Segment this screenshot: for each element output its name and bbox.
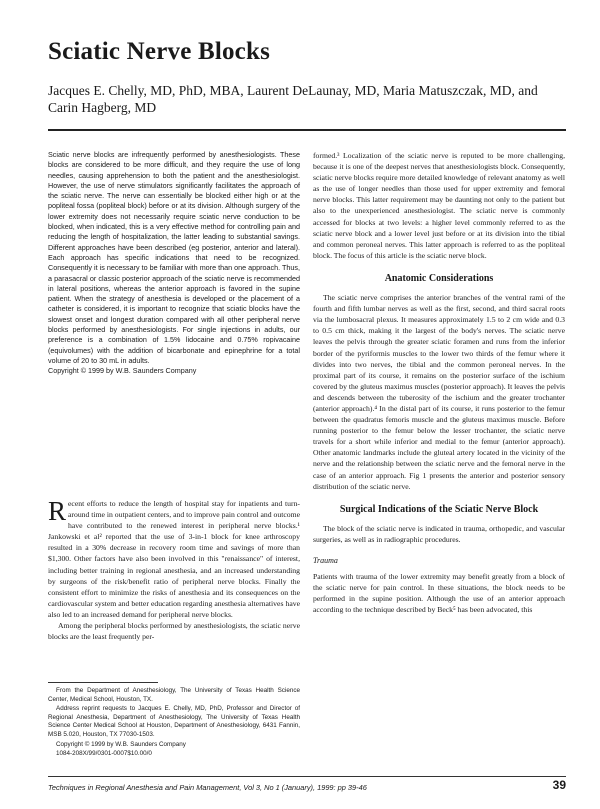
footnotes bbox=[48, 687, 300, 760]
abstract-copyright: Copyright © 1999 by W.B. Saunders Company bbox=[48, 366, 197, 376]
surgical-paragraph: The block of the sciatic nerve is indicated in trauma, orthopedic, and vascular surgeries, as well as in radiographic procedures. bbox=[313, 523, 565, 544]
continued-paragraph: formed.³ Localization of the sciatic nerve is reputed to be more challenging, because it is one of the deepest nerves that anesthesiologists block. Consequently, sciatic nerve blocks require more detailed knowledge of relevant anatomy as well as the use of longer needles than those used for upper extremity and femoral nerve blocks. This latter requirement may be daunting not only to the patient but also to the unexperienced anesthesiologist. The sciatic nerve is commonly accessed for blocks at two levels: a higher level commonly referred to as the sciatic nerve block and a lower level just before or at its division into the tibial and common peroneal nerves. This latter approach is referred to as the popliteal block. The focus of this article is the sciatic nerve block. bbox=[313, 151, 565, 260]
anatomy-paragraph: The sciatic nerve comprises the anterior branches of the ventral rami of the fourth and fifth lumbar nerves as well as the first, second, and third sacral roots via the lumbosacral plexus. It measures approximately 1.5 to 2 cm wide and 0.3 to 0.5 cm thick, making it the largest of the body's nerves. The sciatic nerve leaves the pelvis through the greater sciatic foramen and runs from the inferior border of the pyriformis muscles to the lower two thirds of the femur where it divides into two nerves, the tibial and the common peroneal nerves. In the proximal part of its course, it remains on the posterior surface of the ischium covered by the gluteus maximus muscles (posterior approach). It leaves the pelvis and descends between the tuberosity of the ischium and the greater trochanter (anterior approach).⁴ In the distal part of its course, it runs posterior to the femur between the quadratus femoris muscle and the gluteus maximus muscle. Before running posterior to the femur below the lesser trochanter, the sciatic nerve travels for a short while inferior and medial to the femur (anterior approach). Other anatomic landmarks include the gluteal artery located in the vicinity of the nerve and the relationship between the sciatic nerve and the femoral nerve in the case of an anterior approach. Fig 1 presents the anterior and posterior sensory distribution of the sciatic nerve. bbox=[313, 293, 565, 491]
footnote-reprints: Address reprint requests to Jacques E. Chelly, MD, PhD, Professor and Director of Regional Anesthesia, Department of Anesthesiology, The University of Texas Health Science Center Medical School at Houston, Department of Anesthesiology, 6431 Fannin, MSB 5.020, Houston, TX 77030-1503. bbox=[48, 705, 300, 738]
article-title: Sciatic Nerve Blocks bbox=[48, 38, 271, 65]
left-column bbox=[48, 150, 300, 642]
footnote-issn: 1084-208X/99/0301-0007$10.00/0 bbox=[56, 750, 152, 758]
header-divider bbox=[48, 129, 566, 131]
heading-surgical-indications: Surgical Indications of the Sciatic Nerve Block bbox=[339, 503, 539, 515]
right-body bbox=[313, 150, 565, 615]
footnote-divider bbox=[48, 682, 158, 683]
subheading-trauma: Trauma bbox=[313, 556, 338, 565]
introduction bbox=[48, 498, 300, 642]
trauma-paragraph: Patients with trauma of the lower extremity may benefit greatly from a block of the sciatic nerve for pain control. In these situations, the block needs to be performed in the supine position. Although the use of an anterior approach according to the technique described by Beck⁵ has been advocated, this bbox=[313, 572, 565, 615]
heading-anatomic-considerations: Anatomic Considerations bbox=[384, 272, 494, 284]
footnote-affiliation: From the Department of Anesthesiology, The University of Texas Health Science Center, Medical School, Houston, TX. bbox=[48, 687, 300, 703]
author-list: Jacques E. Chelly, MD, PhD, MBA, Laurent DeLaunay, MD, Maria Matuszczak, MD, and Carin Hagberg, MD bbox=[48, 83, 538, 115]
abstract bbox=[48, 150, 300, 486]
intro-paragraph-1 bbox=[48, 498, 300, 620]
page-number: 39 bbox=[552, 778, 566, 792]
footnote-copyright: Copyright © 1999 by W.B. Saunders Company bbox=[56, 740, 186, 748]
intro-paragraph-2: Among the peripheral blocks performed by anesthesiologists, the sciatic nerve blocks are the least frequently per- bbox=[48, 621, 300, 642]
drop-cap: R bbox=[48, 496, 67, 526]
journal-citation: Techniques in Regional Anesthesia and Pain Management, Vol 3, No 1 (January), 1999: pp 39-46 bbox=[48, 783, 367, 792]
right-column bbox=[313, 150, 565, 615]
intro-paragraph-1-text: ecent efforts to reduce the length of hospital stay for inpatients and turn-around time in outpatient centers, and to improve pain control and outcome have contributed to the renewed interest in peripheral nerve blocks.¹ Jankowski et al² reported that the use of 3-in-1 block for knee arthroscopy resulted in a 30% decrease in recovery room time and savings of more than $1,300. Other factors have also been involved in this "renaissance" of interest, including better training in regional anesthesia, and an increased understanding by surgeons of the risk/benefit ratio of peripheral nerve blocks. Finally the consistent effort to minimize the risks of anesthesia and its consequences on the cardiovascular system and better education regarding anesthesia alternatives have also led to an increased demand for peripheral nerve blocks. bbox=[48, 499, 300, 619]
footer-divider bbox=[48, 776, 566, 777]
abstract-text: Sciatic nerve blocks are infrequently performed by anesthesiologists. These blocks are considered to be more difficult, and they require the use of long needles, causing apprehension to both the patient and the anesthesiologist. However, the use of nerve stimulators significantly facilitates the approach of the sciatic nerve. The nerve can essentially be blocked either high or at the popliteal fossa (popliteal block) before or at its division. Although surgery of the lower extremity does not necessarily require sciatic nerve conduction to be blocked, when indicated, this is a very effective method for controlling pain and reducing the length of hospitalization, the latter leading to substantial savings. Different approaches have been described (eg posterior, anterior and lateral). Each approach has specific indications that need to be recognized. Consequently it is necessary to be familiar with more than one approach. Thus, a parasacral or classic posterior approach of the sciatic nerve is recommended in lateral positions, whereas the anterior approach is favored in the supine patient. When the strategy of anesthesia is developed or the placement of a catheter is considered, it is important to recognize that sciatic blocks have the slowest onset and longest duration compared with all other peripheral nerve blocks performed by anesthesiologists. For single injections in adults, our preference is a combination of 1.5% lidocaine and 0.75% ropivacaine (equivolumes) with the addition of bicarbonate and epinephrine for a total volume of 20 to 30 mL in adults. bbox=[48, 150, 300, 365]
